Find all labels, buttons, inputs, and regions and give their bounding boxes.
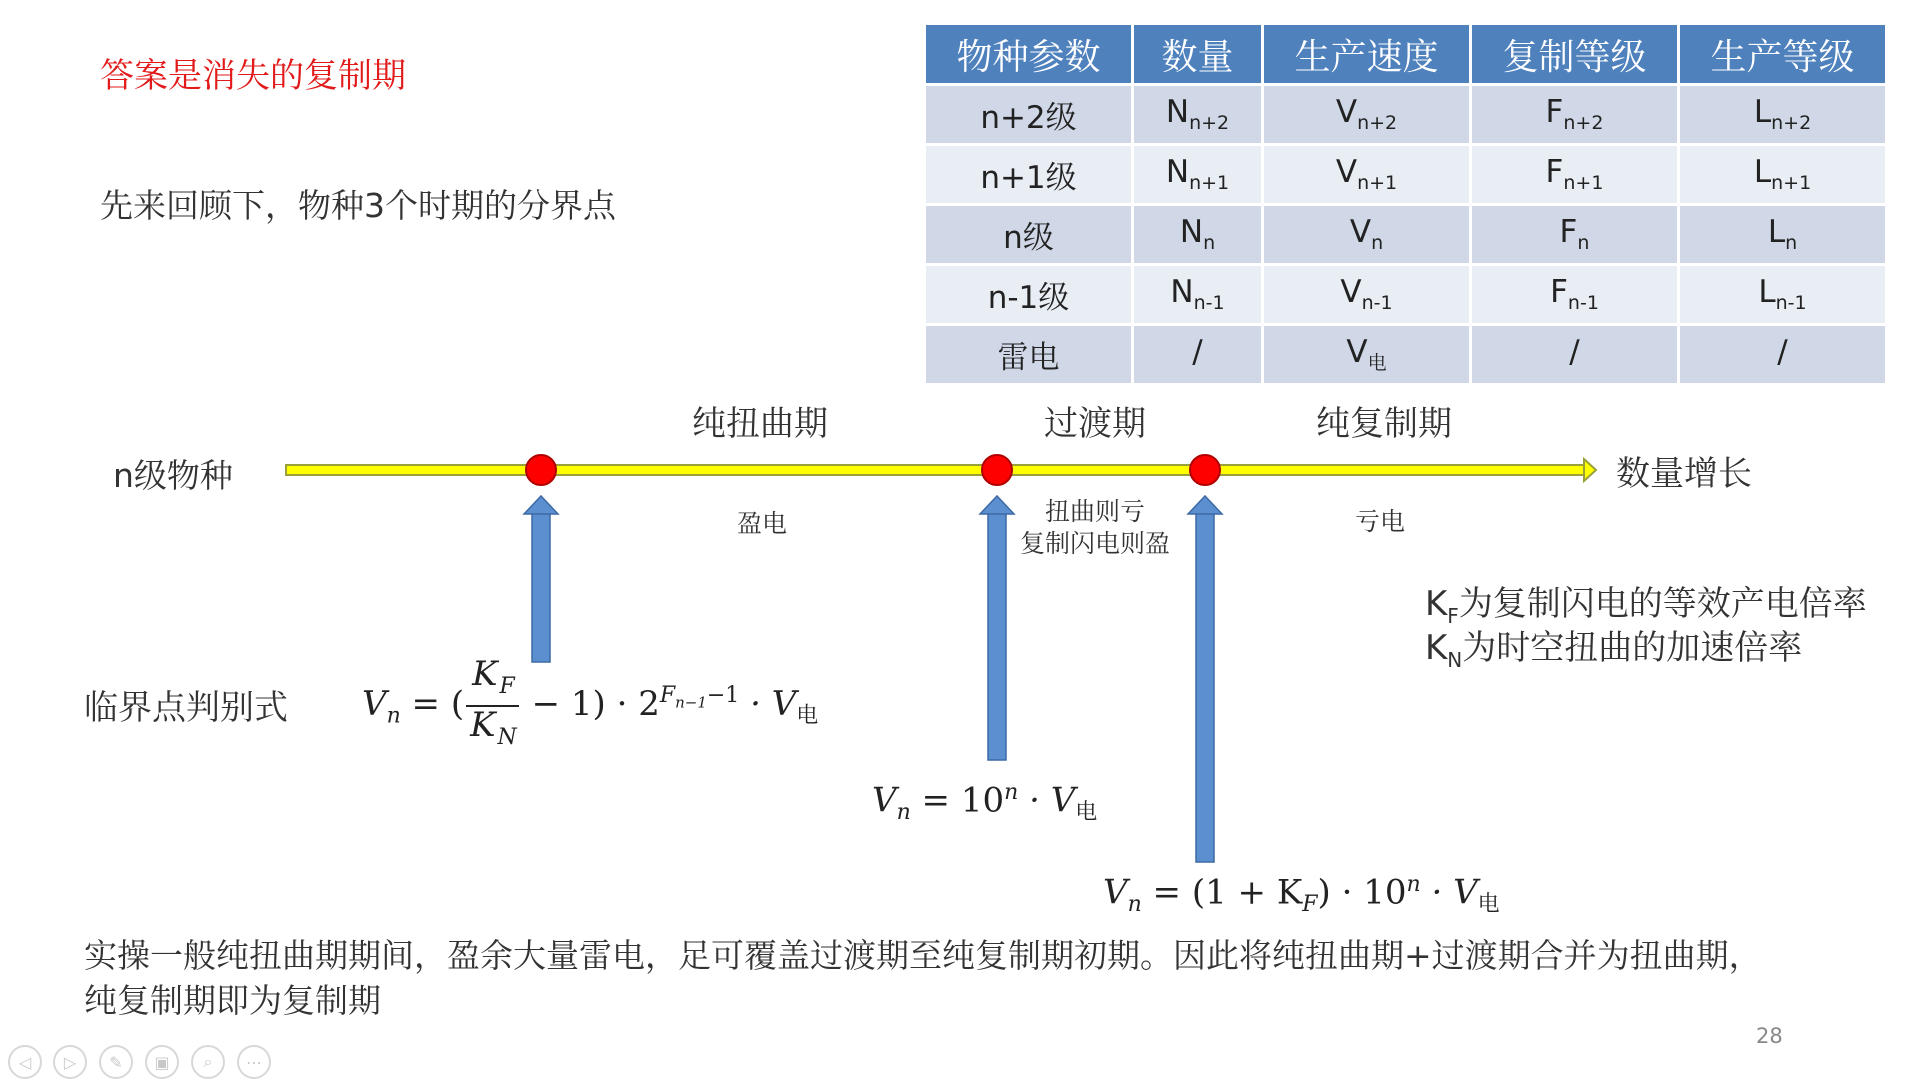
timeline-arrowhead <box>1584 459 1596 481</box>
table-cell: $N_{n+2}$ <box>1133 85 1263 145</box>
table-header: 物种参数 <box>925 24 1133 85</box>
summary-line-1: 实操一般纯扭曲期期间，盈余大量雷电，足可覆盖过渡期至纯复制期初期。因此将纯扭曲期+过渡期合并为扭曲期， <box>84 936 1762 975</box>
status-deficit: 亏电 <box>1355 507 1406 536</box>
table-header: 复制等级 <box>1471 24 1679 85</box>
table-header: 生产等级 <box>1679 24 1887 85</box>
status-surplus: 盈电 <box>737 509 788 538</box>
row-label: n+2级 <box>925 85 1133 145</box>
zoom-icon[interactable]: ⌕ <box>191 1045 225 1079</box>
table-cell: $V_电$ <box>1263 325 1471 385</box>
table-cell: $V_{n+1}$ <box>1263 145 1471 205</box>
kn-note: $K_N$为时空扭曲的加速倍率 <box>1425 628 1803 672</box>
page-number: 28 <box>1756 1024 1783 1048</box>
table-cell: $V_{n+2}$ <box>1263 85 1471 145</box>
boundary-dot-1 <box>526 455 556 485</box>
next-icon[interactable]: ▷ <box>53 1045 87 1079</box>
table-cell: / <box>1471 325 1679 385</box>
table-cell: $F_{n+1}$ <box>1471 145 1679 205</box>
boundary-dot-3 <box>1190 455 1220 485</box>
formula-transition-end: $V_n = (1 + K_F) \cdot 10^n \cdot V_电$ <box>1103 872 1500 918</box>
table-cell: $N_{n-1}$ <box>1133 265 1263 325</box>
summary-line-2: 纯复制期即为复制期 <box>84 981 381 1020</box>
kf-note: $K_F$为复制闪电的等效产电倍率 <box>1425 584 1867 628</box>
boundary-arrow-3 <box>1188 496 1222 862</box>
row-label: n+1级 <box>925 145 1133 205</box>
table-cell: $L_{n+2}$ <box>1679 85 1887 145</box>
phase-pure-distortion: 纯扭曲期 <box>692 404 828 444</box>
table-cell: $V_{n-1}$ <box>1263 265 1471 325</box>
timeline-bar <box>286 465 1586 475</box>
boundary-dot-2 <box>982 455 1012 485</box>
formula-transition-start: $V_n = 10^n \cdot V_电$ <box>872 780 1098 826</box>
growth-label: 数量增长 <box>1616 454 1752 494</box>
phase-transition: 过渡期 <box>1044 404 1146 444</box>
table-cell: $V_n$ <box>1263 205 1471 265</box>
table-cell: $N_n$ <box>1133 205 1263 265</box>
slides-icon[interactable]: ▣ <box>145 1045 179 1079</box>
table-cell: / <box>1679 325 1887 385</box>
pen-icon[interactable]: ✎ <box>99 1045 133 1079</box>
phase-pure-replication: 纯复制期 <box>1316 404 1452 444</box>
prev-icon[interactable]: ◁ <box>8 1045 42 1079</box>
slide-title: 答案是消失的复制期 <box>100 56 406 96</box>
more-icon[interactable]: ⋯ <box>237 1045 271 1079</box>
table-cell: $L_{n+1}$ <box>1679 145 1887 205</box>
critical-label: 临界点判别式 <box>84 688 288 728</box>
intro-text: 先来回顾下，物种3个时期的分界点 <box>100 186 616 225</box>
boundary-arrow-1 <box>524 496 558 662</box>
table-cell: $L_{n-1}$ <box>1679 265 1887 325</box>
row-label: n-1级 <box>925 265 1133 325</box>
table-cell: $N_{n+1}$ <box>1133 145 1263 205</box>
table-header: 数量 <box>1133 24 1263 85</box>
formula-critical: $V_n$ = ( $\frac{K_F}{K_N}$ − $1) \cdot 2^{F_{n-1}-1} \cdot V_电$ <box>362 654 819 750</box>
status-transition: 扭曲则亏 复制闪电则盈 <box>1020 497 1171 558</box>
species-label: n级物种 <box>113 456 233 495</box>
row-label: 雷电 <box>925 325 1133 385</box>
table-cell: / <box>1133 325 1263 385</box>
table-cell: $F_{n+2}$ <box>1471 85 1679 145</box>
boundary-arrow-2 <box>980 496 1014 760</box>
table-cell: $F_{n-1}$ <box>1471 265 1679 325</box>
table-cell: $F_n$ <box>1471 205 1679 265</box>
table-header: 生产速度 <box>1263 24 1471 85</box>
table-cell: $L_n$ <box>1679 205 1887 265</box>
row-label: n级 <box>925 205 1133 265</box>
